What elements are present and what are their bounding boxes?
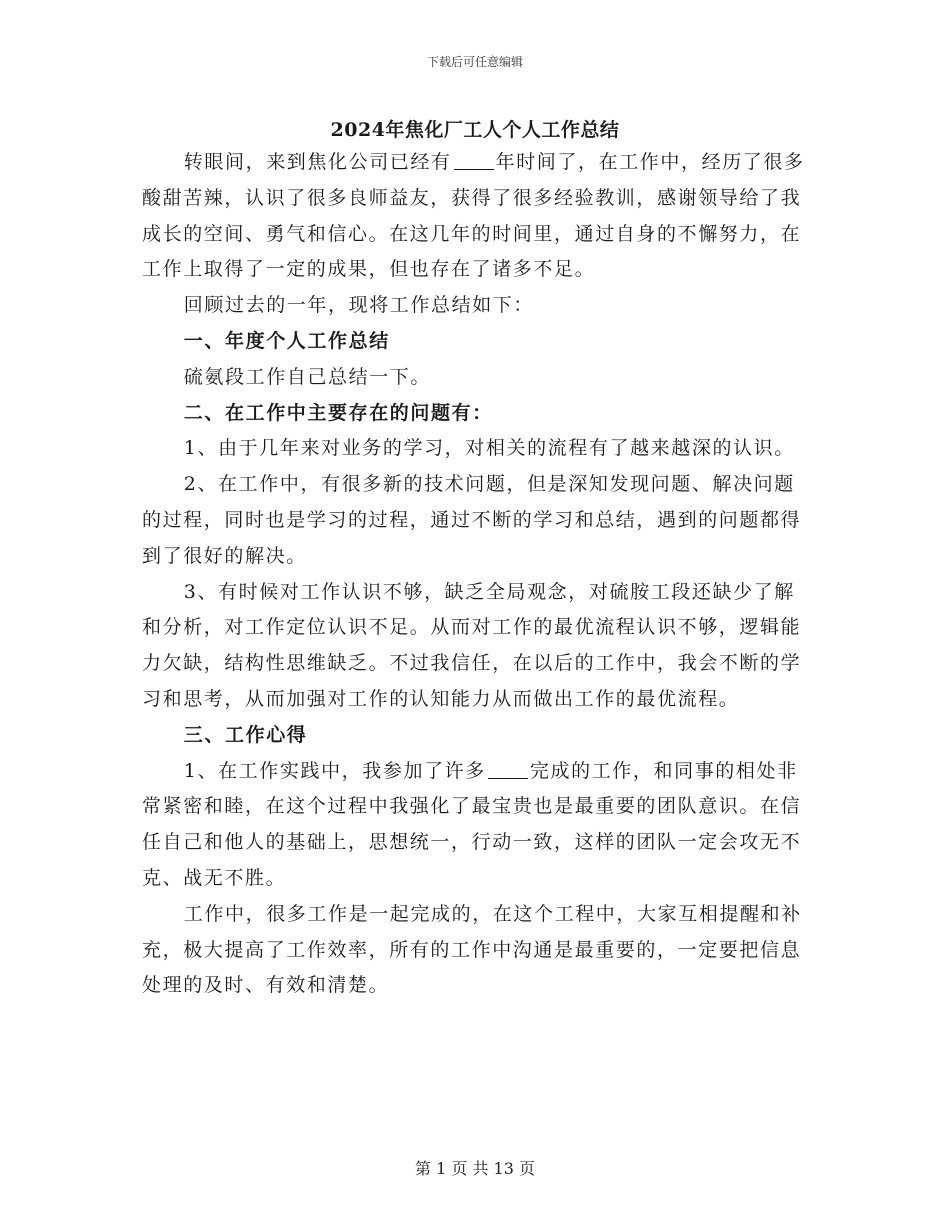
intro-paragraph-2: 回顾过去的一年，现将工作总结如下： — [183, 294, 534, 317]
section-2-item-3: 3、有时候对工作认识不够，缺乏全局观念，对硫胺工段还缺少了解和分析，对工作定位认识不足。从而对工作的最优流程认识不够，逻辑能力欠缺，结构性思维缺乏。不过我信任，在以后的工作中，我会不断的学习和思考，从而加强对工作的认知能力从而做出工作的最优流程。 — [142, 580, 802, 710]
fill-in-blank — [454, 150, 494, 170]
section-3-paragraph-2: 工作中，很多工作是一起完成的，在这个工程中，大家互相提醒和补充，极大提高了工作效率，所有的工作中沟通是最重要的，一定要把信息处理的及时、有效和清楚。 — [142, 902, 802, 997]
document-body — [142, 145, 812, 1004]
intro-text-part-1: 转眼间，来到焦化公司已经有 — [183, 151, 452, 173]
intro-text-part-2: 年时间了，在工作中，经历了很多酸甜苦辣，认识了很多良师益友，获得了很多经验教训，感谢领导给了我成长的空间、勇气和信心。在这几年的时间里，通过自身的不懈努力，在工作上取得了一定的成果，但也存在了诸多不足。 — [142, 151, 805, 281]
section-3-heading: 三、工作心得 — [183, 723, 308, 746]
section-3-item-1 — [142, 754, 812, 897]
section-2-heading: 二、在工作中主要存在的问题有： — [183, 401, 493, 424]
section-2-item-2: 2、在工作中，有很多新的技术问题，但是深知发现问题、解决问题的过程，同时也是学习的过程，通过不断的学习和总结，遇到的问题都得到了很好的解决。 — [142, 473, 802, 567]
section-3-item-1-part-1: 1、在工作实践中，我参加了许多 — [183, 759, 486, 782]
document-title: 2024年焦化厂工人个人工作总结 — [330, 119, 620, 141]
section-3-item-1-part-2: 完成的工作，和同事的相处非常紧密和睦，在这个过程中我强化了最宝贵也是最重要的团队意识。在信任自己和他人的基础上，思想统一，行动一致，这样的团队一定会攻无不克、战无不胜。 — [142, 759, 802, 889]
fill-in-blank — [488, 759, 528, 779]
section-2-item-1: 1、由于几年来对业务的学习，对相关的流程有了越来越深的认识。 — [183, 437, 795, 460]
section-1-heading: 一、年度个人工作总结 — [183, 329, 390, 352]
header-note: 下载后可任意编辑 — [426, 55, 523, 69]
intro-paragraph-1 — [142, 145, 812, 288]
page-footer: 第 1 页 共 13 页 — [415, 1159, 535, 1178]
section-1-text: 硫氨段工作自己总结一下。 — [183, 365, 431, 388]
